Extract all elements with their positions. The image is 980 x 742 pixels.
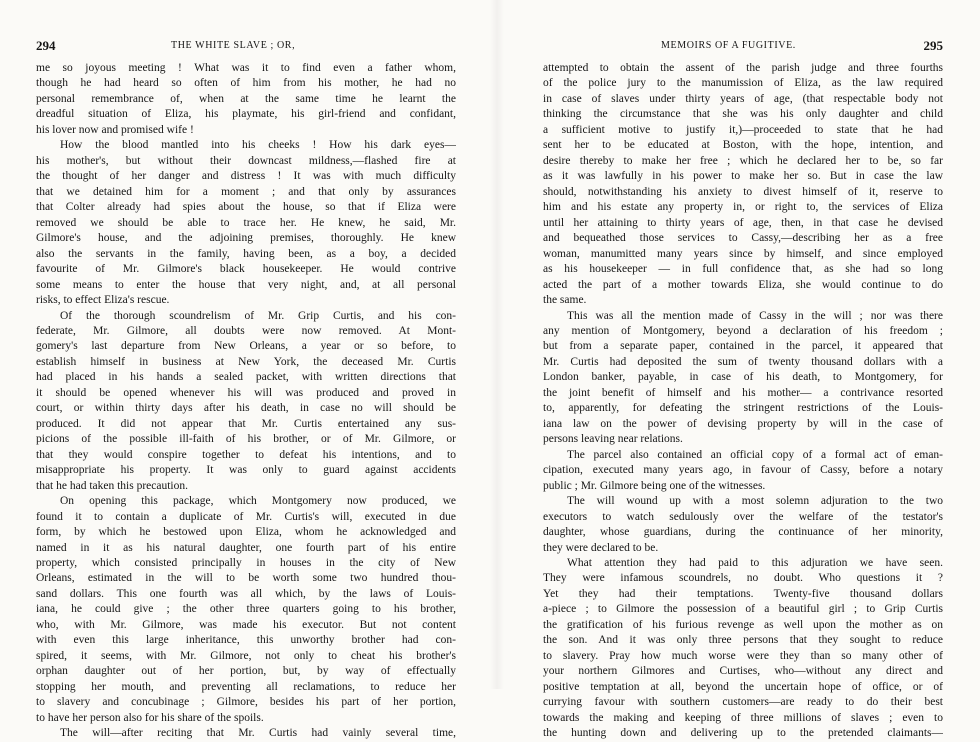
- left-page-text-line: it should be opened whenever his will was produced and proved in: [36, 386, 456, 399]
- right-page-text-line: should, notwithstanding his anxiety to divest himself of it, reserve to: [543, 185, 943, 198]
- left-page-text-line: On opening this package, which Montgomery now produced, we: [60, 495, 456, 508]
- left-page-text-line: property, which consisted principally in houses in the city of New: [36, 557, 456, 569]
- left-page-text-line: removed we should be able to trace her. He knew, he said, Mr.: [36, 216, 456, 229]
- right-page-text-line: as his housekeeper — in full confidence that, as she had so long: [543, 263, 943, 276]
- right-page-text-line: executors to watch sedulously over the welfare of the testator's: [543, 510, 943, 523]
- left-page-text-line: the thought of her danger and distress ! It was with much difficulty: [36, 170, 456, 183]
- right-page-text-line: the son. And it was only three persons that they sought to reduce: [543, 634, 943, 647]
- left-page-text-line: that he had taken this precaution.: [36, 479, 189, 492]
- left-page-text-line: Orleans, estimated in the will to be worth some two hundred thou-: [36, 572, 456, 585]
- left-page-text-line: some means to enter the house that very night, and, at all personal: [36, 278, 456, 291]
- left-page-text-line: Of the thorough scoundrelism of Mr. Grip Curtis, and his con-: [60, 309, 456, 322]
- right-page-number: 295: [923, 38, 943, 53]
- left-page-text-line: who, with Mr. Gilmore, was made his executor. But not content: [36, 618, 456, 631]
- right-page-body: [543, 61, 943, 742]
- right-page-text-line: to, apparently, for defeating the stringent restrictions of the Louis-: [543, 402, 943, 415]
- left-page-text-line: stopping her mouth, and preventing all reclamations, to reduce her: [36, 680, 456, 693]
- left-page-text-line: though he had heard so often of him from his mother, he had no: [36, 77, 456, 90]
- right-page-text-line: any mention of Montgomery, beyond a declaration of his freedom ;: [543, 324, 943, 337]
- left-page-text-line: to have her person also for his share of the spoils.: [36, 711, 264, 724]
- left-page-text-line: picions of the possible ill-faith of his brother, or of Mr. Gilmore, or: [36, 433, 456, 446]
- left-page-header: [36, 40, 456, 56]
- right-page-text-line: desire thereby to make her free ; which he declared her to be, so far: [543, 154, 943, 167]
- left-page-text-line: produced. It did not appear that Mr. Curtis entertained any sus-: [36, 417, 456, 430]
- right-page-text-line: sent her to be educated at Boston, with the hope, intention, and: [543, 139, 943, 152]
- right-page-text-line: acted the part of a mother towards Eliza, she would continue to do: [543, 278, 943, 291]
- right-page-text-line: The parcel also contained an official copy of a formal act of eman-: [567, 448, 943, 461]
- left-page-text-line: iana, he could give ; the other three quarters going to his brother,: [36, 603, 456, 616]
- left-page-text-line: spired, it seems, with Mr. Gilmore, not only to cheat his brother's: [36, 649, 456, 662]
- right-page-text-line: The will wound up with a most solemn adjuration to the two: [567, 495, 943, 508]
- right-page-text-line: towards the making and keeping of three millions of slaves ; even to: [543, 711, 943, 724]
- right-page-text-line: him and his estate any property in, or right to, the services of Eliza: [543, 201, 943, 214]
- left-page-text-line: form, by which he bestowed upon Eliza, whom he acknowledged and: [36, 526, 456, 539]
- right-page-text-line: the gratification of his furious revenge as well upon the mother as on: [543, 618, 943, 631]
- left-page-text-line: that we detained him for a moment ; and that only by assurances: [36, 185, 456, 198]
- left-page-text-line: had placed in his hands a sealed packet, with written directions that: [36, 371, 456, 384]
- right-page-text-line: and bequeathed those services to Cassy,—describing her as a free: [543, 232, 943, 245]
- right-page-text-line: This was all the mention made of Cassy in the will ; nor was there: [567, 309, 943, 322]
- right-page-text-line: they were declared to be.: [543, 541, 659, 554]
- right-page-text-line: until her attaining to thirty years of age, then, in that case he devised: [543, 216, 943, 229]
- right-page-text-line: iana law on the power of devising property by will in the case of: [543, 417, 943, 430]
- left-page-text-line: court, or within thirty days after his death, in case no will should be: [36, 402, 456, 415]
- left-page-text-line: Gilmore's house, and the adjoining premises, thoroughly. He knew: [36, 232, 456, 245]
- right-page-text-line: public ; Mr. Gilmore being one of the witnesses.: [543, 479, 766, 492]
- left-page: [36, 0, 456, 740]
- left-page-number: 294: [36, 38, 56, 53]
- right-page-text-line: woman, manumitted many years since by himself, and since employed: [543, 247, 943, 260]
- right-page-text-line: They were infamous scoundrels, no doubt. Who questions it ?: [543, 572, 943, 585]
- right-page-text-line: cipation, executed many years ago, in favour of Cassy, before a notary: [543, 464, 943, 477]
- right-page-text-line: the hunting down and delivering up to the pretended claimants—: [543, 727, 943, 740]
- right-page-text-line: daughter, whose guardians, during the continuance of her minority,: [543, 526, 943, 539]
- left-page-text-line: that they would conspire together to defeat his intentions, and to: [36, 448, 456, 461]
- right-page-text-line: thinking the circumstance that she was his only daughter and child: [543, 108, 943, 121]
- right-page-text-line: Yet they had their temptations. Twenty-five thousand dollars: [543, 587, 943, 600]
- right-page-text-line: as it was lawfully in his power to make her so. But in case the law: [543, 170, 943, 183]
- left-page-text-line: risks, to effect Eliza's rescue.: [36, 294, 170, 307]
- right-page-text-line: of the police jury to the manumission of Eliza, as the law required: [543, 77, 943, 90]
- left-page-text-line: his lover now and promised wife !: [36, 123, 194, 136]
- right-page-text-line: a sufficient motive to justify it,)—proceeded to state that he had: [543, 123, 943, 136]
- left-page-text-line: also the servants in the family, having been, as a boy, a decided: [36, 247, 456, 260]
- left-page-text-line: dreadful situation of Eliza, his playmate, his girl-friend and confidant,: [36, 108, 456, 121]
- right-page-header: [543, 40, 943, 56]
- left-page-text-line: me so joyous meeting ! What was it to find even a father whom,: [36, 62, 456, 74]
- right-page-text-line: attempted to obtain the assent of the parish judge and three fourths: [543, 62, 943, 74]
- right-page-text-line: a-piece ; to Gilmore the possession of a beautiful girl ; to Grip Curtis: [543, 603, 943, 616]
- right-page-text-line: positive temptation at all, beyond the uncertain hope of office, or of: [543, 680, 943, 693]
- right-page-text-line: the joint benefit of himself and his mother— a contrivance resorted: [543, 386, 943, 399]
- right-running-head: MEMOIRS OF A FUGITIVE.: [661, 40, 796, 51]
- right-page-text-line: in case of slaves under thirty years of age, (that respectable body not: [543, 92, 943, 105]
- left-page-text-line: with even this large inheritance, this unworthy brother had con-: [36, 634, 456, 647]
- right-page: [543, 0, 943, 740]
- left-page-text-line: personal remembrance of, when at the same time he learnt the: [36, 92, 456, 105]
- book-gutter: [490, 0, 504, 689]
- left-page-text-line: to slavery and concubinage ; Gilmore, besides his part of her portion,: [36, 696, 456, 709]
- left-page-text-line: sand dollars. This one fourth was all which, by the laws of Louis-: [36, 587, 456, 600]
- right-page-text-line: but from a separate paper, contained in the parcel, it appeared that: [543, 340, 943, 353]
- left-page-text-line: misappropriate his property. It was only to guard against accidents: [36, 464, 456, 477]
- left-page-text-line: establish himself in business at New York, the deceased Mr. Curtis: [36, 355, 456, 368]
- left-page-text-line: The will—after reciting that Mr. Curtis had vainly several time,: [60, 727, 456, 740]
- right-page-text-line: persons leaving near relations.: [543, 433, 683, 446]
- left-page-text-line: gomery's last departure from New Orleans, a year or so before, to: [36, 340, 456, 353]
- right-page-text-line: the same.: [543, 294, 587, 307]
- right-page-text-line: Mr. Curtis had deposited the sum of twenty thousand dollars with a: [543, 355, 943, 368]
- left-page-text-line: found it to contain a duplicate of Mr. Curtis's will, executed in due: [36, 510, 456, 523]
- left-page-text-line: named in it as his natural daughter, one fourth part of his entire: [36, 541, 456, 554]
- left-page-body: [36, 61, 456, 742]
- left-page-text-line: federate, Mr. Gilmore, all doubts were now removed. At Mont-: [36, 324, 456, 337]
- left-page-text-line: favourite of Mr. Gilmore's black housekeeper. He would contrive: [36, 263, 456, 276]
- left-page-text-line: How the blood mantled into his cheeks ! How his dark eyes—: [60, 139, 456, 152]
- right-page-text-line: to slavery. Pray how much worse were they than so many other of: [543, 649, 943, 662]
- right-page-text-line: your northern Gilmores and Curtises, who—without any direct and: [543, 665, 943, 678]
- left-page-text-line: orphan daughter out of her portion, but, by way of effectually: [36, 665, 456, 678]
- right-page-text-line: London banker, payable, in case of his death, to Montgomery, for: [543, 371, 943, 384]
- right-page-text-line: What attention they had paid to this adjuration we have seen.: [567, 557, 943, 569]
- right-page-text-line: currying favour with southern customers—are ready to do their best: [543, 696, 943, 709]
- left-page-text-line: that Colter already had spies about the house, so that if Eliza were: [36, 201, 456, 214]
- left-page-text-line: his mother's, but without their downcast mildness,—flashed fire at: [36, 154, 456, 167]
- left-running-head: THE WHITE SLAVE ; OR,: [171, 40, 296, 51]
